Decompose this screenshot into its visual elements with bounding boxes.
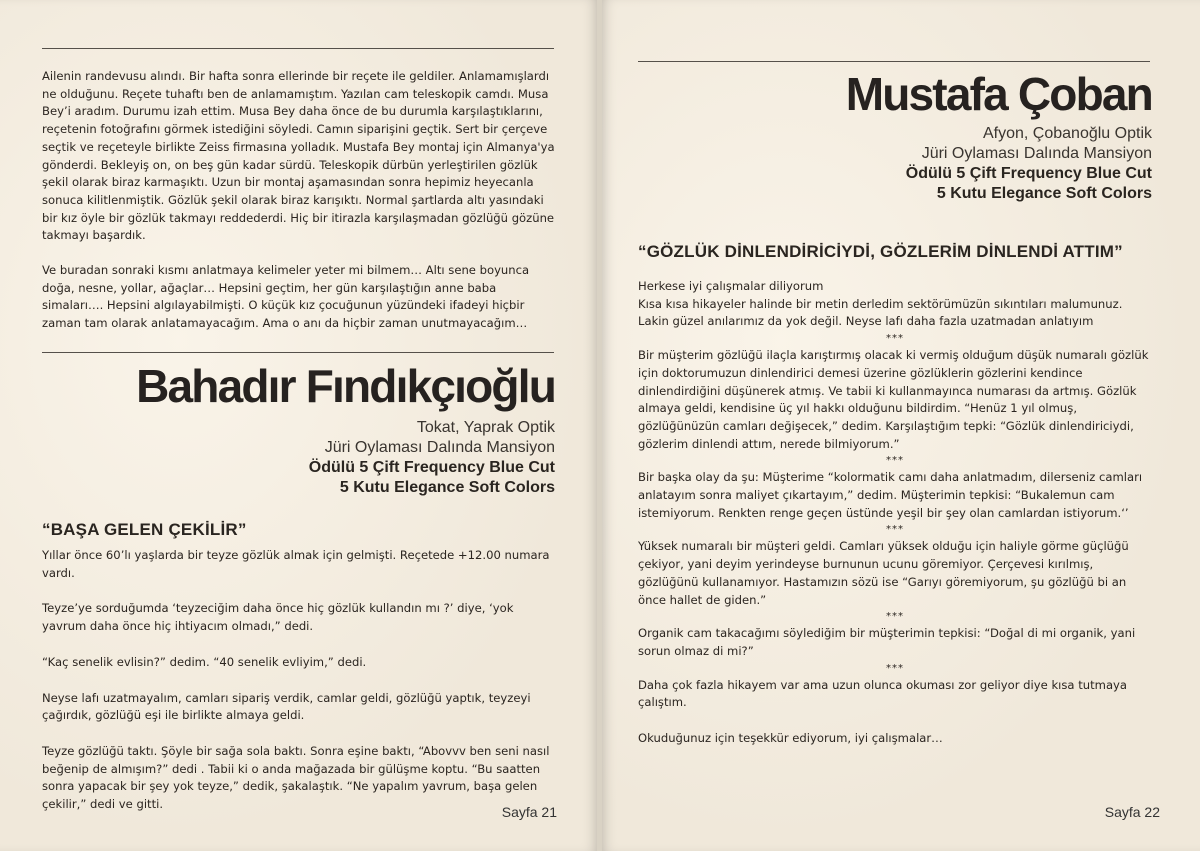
top-divider bbox=[638, 61, 1150, 62]
section-divider bbox=[42, 352, 554, 353]
greeting: Herkese iyi çalışmalar diliyorum bbox=[638, 279, 824, 293]
jury-mention: Jüri Oylaması Dalında Mansiyon bbox=[921, 145, 1152, 162]
top-divider bbox=[42, 48, 554, 49]
right-page bbox=[602, 0, 1200, 851]
paragraph: Daha çok fazla hikayem var ama uzun olunca okuması zor geliyor diye kısa tutmaya çalıştım. bbox=[638, 677, 1128, 710]
paragraph: Bir müşterim gözlüğü ilaçla karıştırmış olacak ki vermiş olduğum düşük numaralı gözlük için doktorumuzun dinlendirici demesi üzerine gözlüklerin gözlerini kendince dinlendirdiğini düşünerek atmış. Ve tabii ki kullanmayınca numarası da artmış. Gözlük almaya geldi, kendisine üç yıl hakkı olduğunu bildirdim. “Henüz 1 yıl olmuş, gözlüğünüzün camları değişecek,” dedim. Karşılaştığım tepki: “Gözlük dinlendiriciydi, gözlerim dinlendi attım, nerede bilmiyorum.” bbox=[638, 348, 1149, 451]
award-line: 5 Kutu Elegance Soft Colors bbox=[339, 479, 555, 496]
paragraph: Ailenin randevusu alındı. Bir hafta sonra ellerinde bir reçete ile geldiler. Anlamamışlardı ne olduğunu. Reçete tuhaftı ben de anlamamıştım. Yazılan cam teleskopik camdı. Musa Bey’i aradım. Durumu izah ettim. Musa Bey daha önce de bu durumla karşılaştıklarını, reçetenin fotoğrafını görmek istediğini söyledi. Camın siparişini geçtik. Sert bir çerçeve seçtik ve reçeteyle birlikte Zeiss firmasına yolladık. Mustafa Bey montaj için Almanya'ya gönderdi. Bekleyiş on, on beş gün kadar sürdü. Teleskopik dürbün yerleştirilen gözlük şekil olarak biraz karmaşıktı. Uzun bir montaj aşamasından sonra hepimiz heyecanla sonuca kilitlenmiştik. Gözlük şekil olarak biraz karışıktı. Normal şartlarda altı yasındaki bir kız öyle bir gözlük takmayı reddederdi. Hiç bir itirazla karşılaşmadan gözlüğü gözüne takmayı başardık. bbox=[42, 69, 555, 243]
paragraph: Neyse lafı uzatmayalım, camları sipariş verdik, camlar geldi, gözlüğü yaptık, teyzeyi çağırdık, gözlüğü eşi ile birlikte almaya geldi. bbox=[42, 690, 531, 723]
award-line: Ödülü 5 Çift Frequency Blue Cut bbox=[905, 165, 1152, 182]
separator: *** bbox=[886, 524, 904, 536]
jury-mention: Jüri Oylaması Dalında Mansiyon bbox=[324, 439, 555, 456]
paragraph: Teyze gözlüğü taktı. Şöyle bir sağa sola baktı. Sonra eşine baktı, “Abovvv ben seni nasıl beğenip de almışım?” dedi . Tabii ki o anda mağazada bir gülüşme koptu. “Bu saatten sonra yapacak bir şey yok teyze,” dedik, şakalaştık. “Ne yapalım yavrum, başa gelen çekilir,” dedi ve gitti. bbox=[42, 743, 550, 812]
award-line: 5 Kutu Elegance Soft Colors bbox=[936, 185, 1152, 202]
story-title: “GÖZLÜK DİNLENDİRİCİYDİ, GÖZLERİM DİNLENDİ ATTIM” bbox=[638, 242, 1123, 261]
paragraph: Bir başka olay da şu: Müşterime “kolormatik camı daha anlatmadım, dilerseniz camları anlatayım sonra maliyet çıkartayım,” dedim. Müşterimin tepkisi: “Bukalemun cam istemiyorum. Renkten renge geçen üstünde yeşil bir şey olan camlardan istiyorum.‘’ bbox=[638, 470, 1143, 520]
paragraph: Yıllar önce 60’lı yaşlarda bir teyze gözlük almak için gelmişti. Reçetede +12.00 numara vardı. bbox=[42, 548, 550, 580]
story-text bbox=[42, 547, 556, 814]
intro-text bbox=[42, 68, 556, 333]
author-meta bbox=[155, 418, 555, 498]
author-name: Mustafa Çoban bbox=[845, 68, 1152, 120]
paragraph: Kısa kısa hikayeler halinde bir metin derledim sektörümüzün sıkıntıları malumunuz. Lakin güzel anılarımız da yok değil. Neyse lafı daha fazla uzatmadan anlatıyım bbox=[638, 296, 1123, 329]
separator: *** bbox=[886, 662, 904, 674]
story-text bbox=[638, 278, 1152, 748]
author-meta bbox=[752, 124, 1152, 204]
paragraph: Teyze’ye sorduğumda ‘teyzeciğim daha önce hiç gözlük kullandın mı ?’ diye, ‘yok yavrum daha önce hiç ihtiyacım olmadı,” dedi. bbox=[42, 601, 514, 634]
page-number: Sayfa 22 bbox=[1104, 804, 1160, 820]
author-name: Bahadır Fındıkçıoğlu bbox=[136, 360, 555, 412]
author-location: Afyon, Çobanoğlu Optik bbox=[983, 125, 1152, 142]
story-title: “BAŞA GELEN ÇEKİLİR” bbox=[42, 520, 247, 539]
closing: Okuduğunuz için teşekkür ediyorum, iyi çalışmalar… bbox=[638, 731, 943, 746]
author-location: Tokat, Yaprak Optik bbox=[416, 419, 555, 436]
paragraph: Ve buradan sonraki kısmı anlatmaya kelimeler yeter mi bilmem… Altı sene boyunca doğa, nesne, yollar, ağaçlar… Hepsini geçtim, her gün karşılaştığın anne baba simaları…. Hepsini algılayabilmişti. O küçük kız çocuğunun yüzündeki ifadeyi hiçbir zaman tam olarak anlatamayacağım. Ama o anı da hiçbir zaman unutmayacağım… bbox=[42, 263, 530, 331]
paragraph: “Kaç senelik evlisin?” dedim. “40 senelik evliyim,” dedi. bbox=[42, 654, 367, 669]
page-number: Sayfa 21 bbox=[501, 804, 557, 820]
paragraph: Yüksek numaralı bir müşteri geldi. Camları yüksek olduğu için haliyle görme güçlüğü çekiyor, yani deyim yerindeyse burnunun ucunu göremiyor. Çerçevesi kırılmış, gözlüğünü kullanamıyor. Hastamızın sözü ise “Garıyı göremiyorum, şu gözlüğü bi an önce hallet de giden.” bbox=[638, 539, 1129, 607]
separator: *** bbox=[886, 333, 904, 345]
award-line: Ödülü 5 Çift Frequency Blue Cut bbox=[308, 459, 555, 476]
separator: *** bbox=[886, 455, 904, 467]
separator: *** bbox=[886, 611, 904, 623]
paragraph: Organik cam takacağımı söylediğim bir müşterimin tepkisi: “Doğal di mi organik, yani sorun olmaz di mi?” bbox=[638, 626, 1136, 658]
left-page bbox=[0, 0, 597, 851]
